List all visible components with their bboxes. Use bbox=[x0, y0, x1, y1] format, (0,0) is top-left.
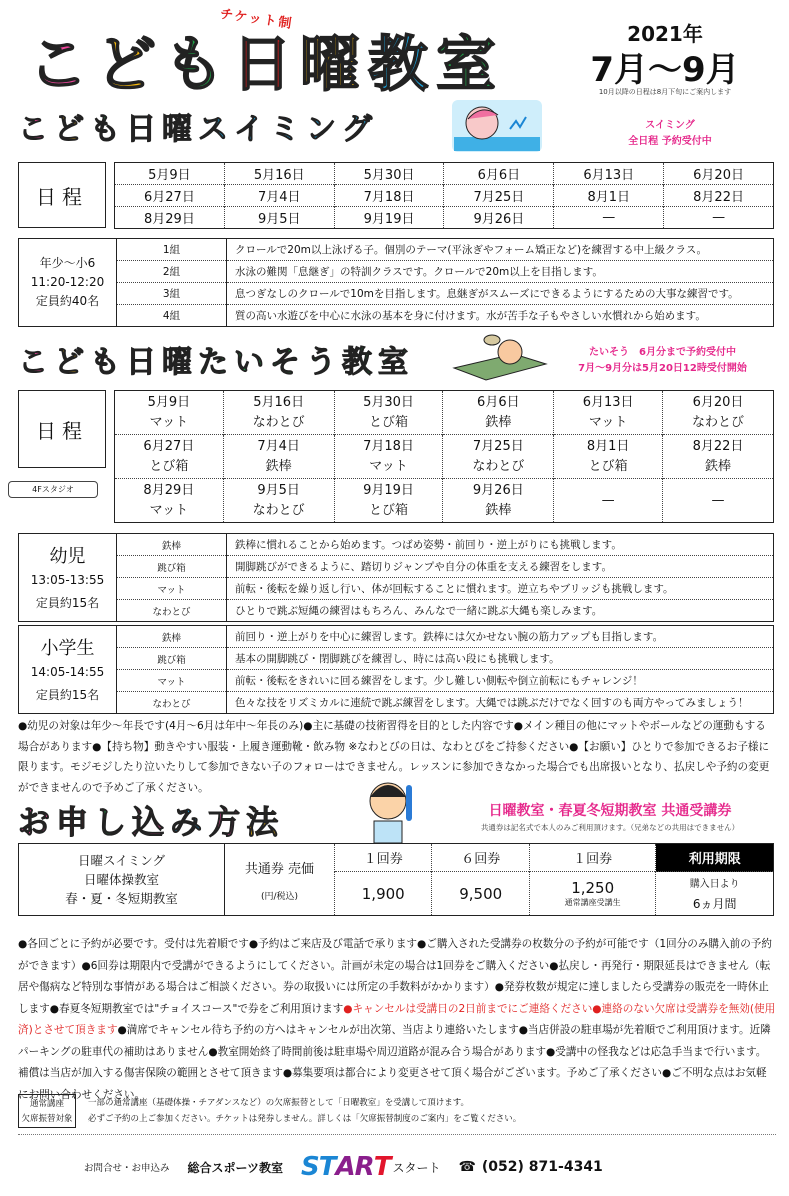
schedule-event: なわとび bbox=[472, 458, 525, 474]
class-description: 鉄棒に慣れることから始めます。つばめ姿勢・前回り・逆上がりにも挑戦します。 bbox=[235, 539, 622, 551]
schedule-row bbox=[115, 163, 774, 185]
gym-schedule-label: 日程 bbox=[18, 390, 106, 468]
class-row bbox=[19, 283, 774, 305]
schedule-date: 8月22日 bbox=[692, 438, 744, 454]
schedule-date: 9月26日 bbox=[444, 207, 554, 229]
class-group: 4組 bbox=[117, 305, 227, 327]
main-title bbox=[28, 30, 498, 100]
class-row bbox=[19, 648, 774, 670]
schedule-cell bbox=[554, 391, 663, 435]
gym-title bbox=[18, 345, 408, 381]
schedule-date: 6月27日 bbox=[143, 438, 195, 454]
schedule-row bbox=[115, 391, 774, 435]
class-group: 1組 bbox=[117, 239, 227, 261]
studio-tag: 4Fスタジオ bbox=[8, 481, 98, 498]
title-char: し bbox=[94, 803, 127, 841]
schedule-cell bbox=[115, 435, 224, 479]
title-char: R bbox=[354, 1152, 374, 1182]
class-row bbox=[19, 261, 774, 283]
schedule-date: 5月16日 bbox=[253, 394, 305, 410]
schedule-event: とび箱 bbox=[588, 458, 628, 474]
schedule-event: 鉄棒 bbox=[704, 458, 731, 474]
title-char: ス bbox=[198, 112, 228, 147]
ticket-price: 9,500 bbox=[432, 872, 529, 916]
class-description: 色々な技をリズミカルに連続で跳ぶ練習をします。大縄では跳ぶだけでなく回すのも両方やってみましょう！ bbox=[227, 692, 774, 714]
schedule-date: 9月5日 bbox=[224, 207, 334, 229]
class-description: 前転・後転を繰り返し行い、体が回転することに慣れます。逆立ちやブリッジも挑戦します。 bbox=[227, 578, 774, 600]
title-char: S bbox=[301, 1152, 319, 1182]
schedule-date: 6月6日 bbox=[444, 163, 554, 185]
schedule-date: 8月29日 bbox=[115, 207, 225, 229]
schedule-date: 8月1日 bbox=[554, 185, 664, 207]
title-char: 日 bbox=[232, 30, 294, 100]
schedule-date: 6月27日 bbox=[115, 185, 225, 207]
swimming-classes-table bbox=[18, 238, 774, 327]
kyotsu-price-label: 共通券 売価 (円/税込) bbox=[244, 861, 315, 902]
schedule-cell bbox=[223, 435, 334, 479]
schedule-date: 5月16日 bbox=[224, 163, 334, 185]
gym-notes: ●幼児の対象は年少～年長です(4月～6月は年中～年長のみ)●主に基礎の技術習得を目的とした内容です●メイン種目の他にマットやボールなどの運動もする場合があります●【持ち物】動きやすい服装・上履き運動靴・飲み物 ※なわとびの日は、なわとびをご持参ください●【お願い】ひとりで参加できるお子様に限ります。モジモジしたり泣いたりして参加できない子のフォローはできません。レッスンに参加できなかった場合でも出席扱いとなり、払戻しや予約の変更ができませんので予めご了承ください。 bbox=[18, 720, 770, 794]
schedule-date: — bbox=[601, 492, 615, 508]
school-name: 総合スポーツ教室 bbox=[187, 1160, 284, 1175]
class-row bbox=[19, 534, 774, 556]
schedule-event: マット bbox=[149, 414, 189, 430]
schedule-date: 5月30日 bbox=[334, 163, 444, 185]
class-description: 息つぎなしのクロールで10mを目指します。息継ぎがスムーズにできるようにするための大事な練習です。 bbox=[227, 283, 774, 305]
title-char: こ bbox=[28, 30, 90, 100]
schedule-cell bbox=[443, 391, 554, 435]
gym-notice: たいそう 6月分まで予約受付中 7月～9月分は5月20日12時受付開始 bbox=[578, 347, 747, 374]
class-item: 跳び箱 bbox=[117, 648, 227, 670]
ticket-price-member: 1,250 通常講座受講生 bbox=[529, 872, 655, 916]
schedule-date: 7月25日 bbox=[444, 185, 554, 207]
phone-icon: ☎ bbox=[458, 1159, 476, 1175]
class-description: 前回り・逆上がりを中心に練習します。鉄棒には欠かせない腕の筋力アップも目指します。 bbox=[235, 631, 664, 643]
title-char: ン bbox=[306, 112, 336, 147]
schedule-date: 7月4日 bbox=[224, 185, 334, 207]
ticket-system-tag: チケット制 bbox=[219, 6, 295, 33]
swimming-schedule-table bbox=[114, 162, 774, 229]
title-char: み bbox=[170, 803, 203, 841]
price-table bbox=[18, 843, 774, 916]
class-item: 鉄棒 bbox=[117, 534, 227, 556]
title-char: 室 bbox=[436, 30, 498, 100]
schedule-date: 5月9日 bbox=[148, 168, 191, 183]
schedule-event: とび箱 bbox=[368, 414, 408, 430]
title-char: 申 bbox=[56, 803, 89, 841]
schedule-cell bbox=[334, 479, 443, 523]
schedule-event: 鉄棒 bbox=[485, 414, 512, 430]
schedule-cell bbox=[662, 391, 773, 435]
infant-info: 幼児 13:05-13:55 定員約15名 bbox=[19, 534, 117, 622]
schedule-date: 6月20日 bbox=[692, 394, 744, 410]
class-row bbox=[19, 670, 774, 692]
schedule-event: なわとび bbox=[252, 502, 305, 518]
title-char: ミ bbox=[270, 112, 300, 147]
class-item: マット bbox=[117, 670, 227, 692]
title-char: 方 bbox=[208, 803, 241, 841]
swimming-notice: スイミング 全日程 予約受付中 bbox=[628, 120, 712, 147]
makeup-label: 通常講座 欠席振替対象 bbox=[18, 1094, 76, 1128]
title-char: ど bbox=[54, 345, 84, 380]
schedule-date: 7月18日 bbox=[363, 438, 414, 454]
schedule-cell bbox=[115, 391, 224, 435]
schedule-row bbox=[115, 479, 774, 523]
schedule-date: — bbox=[554, 207, 664, 229]
apply-notes: ●各回ごとに予約が必要です。受付は先着順です●予約はご来店及び電話で承ります●ご購入された受講券の枚数分の予約が可能です（1回分のみ購入前の予約ができます）●6回券は期限内で受講ができるようにしてください。計画が未定の場合は1回券をご購入ください●払戻し・再発行・期限延長はできません（転居や傷病など特別な事情がある場合はご相談ください。券の取扱いには所定の手数料がかかります）●発券枚数が規定に達しましたら受講券の販売を一時休止します●春夏冬短期教室では"チョイスコース"で券をご利用頂けます●キャンセルは受講日の2日前までにご連絡ください●連絡のない欠席は受講券を無効(使用済)とさせて頂きます●満席でキャンセル待ち予約の方へはキャンセルが出次第、当店より連絡いたします●当店併設の駐車場が先着順でご利用頂けます。近隣パーキングの駐車代の補助はありません●教室開始終了時間前後は駐車場や周辺道路が混み合う場合があります●受講中の怪我などは応急手当まで行います。補償は当店が加入する傷害保険の範囲とさせて頂きます●募集要項は都合により変更させて頂く場合がございます。予めご了承ください●ご不明な点はお気軽にお問い合わせください。 bbox=[18, 938, 776, 1101]
schedule-date: 6月6日 bbox=[477, 394, 520, 410]
ticket-name: ６回券 bbox=[432, 844, 529, 872]
class-description: 基本の開脚跳び・閉脚跳びを練習し、時には高い段にも挑戦します。 bbox=[227, 648, 774, 670]
expiry-label: 利用期限 bbox=[656, 844, 774, 872]
divider bbox=[18, 1134, 776, 1135]
schedule-event: 鉄棒 bbox=[485, 502, 512, 518]
class-row bbox=[19, 626, 774, 648]
class-row bbox=[19, 239, 774, 261]
ticket-note: 共通券は記名式で本人のみご利用頂けます。（兄弟などの共用はできません） bbox=[480, 823, 740, 832]
title-char: ど bbox=[96, 30, 158, 100]
title-char: 曜 bbox=[162, 345, 192, 380]
class-description: 水泳の難関「息継ぎ」の特訓クラスです。クロールで20m以上を目指します。 bbox=[227, 261, 774, 283]
title-char: 法 bbox=[246, 803, 279, 841]
schedule-cell bbox=[554, 435, 663, 479]
title-char: こ bbox=[18, 112, 48, 147]
period: 7月～9月 bbox=[590, 50, 740, 90]
footer bbox=[84, 1152, 603, 1182]
schedule-cell bbox=[334, 391, 443, 435]
class-group: 3組 bbox=[117, 283, 227, 305]
swimming-schedule-label: 日程 bbox=[18, 162, 106, 228]
year: 2021年 bbox=[627, 22, 703, 46]
schedule-cell bbox=[662, 479, 773, 523]
schedule-date: 7月25日 bbox=[472, 438, 524, 454]
title-char: A bbox=[335, 1152, 355, 1182]
schedule-date: 7月18日 bbox=[334, 185, 444, 207]
title-char: T bbox=[318, 1152, 336, 1182]
title-char: 込 bbox=[132, 803, 165, 841]
contact-label: お問合せ・お申込み bbox=[84, 1163, 170, 1174]
ticket-price: 1,900 bbox=[335, 872, 432, 916]
swimming-title bbox=[18, 112, 372, 148]
class-description: クロールで20m以上泳げる子。個別のテーマ(平泳ぎやフォーム矯正など)を練習する中上級クラス。 bbox=[235, 244, 708, 256]
ticket-heading: 日曜教室・春夏冬短期教室 共通受講券 bbox=[488, 803, 732, 819]
class-description: 開脚跳びができるように、踏切りジャンプや自分の体重を支える練習をします。 bbox=[227, 556, 774, 578]
schedule-event: なわとび bbox=[252, 414, 305, 430]
schedule-cell bbox=[223, 391, 334, 435]
schedule-event: マット bbox=[369, 458, 408, 474]
gymnast-illustration bbox=[450, 334, 550, 382]
class-row bbox=[19, 556, 774, 578]
start-logo: S T A R T スタート bbox=[301, 1152, 441, 1182]
schedule-row bbox=[115, 185, 774, 207]
title-char: 教 bbox=[368, 30, 430, 100]
class-item: 跳び箱 bbox=[117, 556, 227, 578]
schedule-event: なわとび bbox=[691, 414, 744, 430]
schedule-cell bbox=[443, 435, 554, 479]
schedule-event: 鉄棒 bbox=[265, 458, 292, 474]
schedule-event: マット bbox=[588, 414, 628, 430]
title-char: そ bbox=[270, 345, 300, 380]
title-char: 室 bbox=[378, 345, 408, 380]
swimming-info: 年少～小6 11:20-12:20 定員約40名 bbox=[19, 239, 117, 327]
class-description: 質の高い水遊びを中心に水泳の基本を身に付けます。水が苦手な子もやさしい水慣れから始めます。 bbox=[227, 305, 774, 327]
header-note: 10月以降の日程は8月下旬にご案内します bbox=[598, 88, 732, 96]
ticket-name: １回券 bbox=[335, 844, 432, 872]
title-char: い bbox=[234, 345, 264, 380]
title-char: お bbox=[18, 803, 51, 841]
title-char: ど bbox=[54, 112, 84, 147]
schedule-date: 8月1日 bbox=[586, 438, 630, 454]
apply-title bbox=[18, 804, 278, 840]
phone-child-illustration bbox=[360, 775, 420, 843]
schedule-event: とび箱 bbox=[149, 458, 189, 474]
schedule-date: 5月9日 bbox=[147, 394, 191, 410]
title-char: も bbox=[164, 30, 226, 100]
title-char: も bbox=[90, 345, 120, 380]
schedule-cell bbox=[554, 479, 663, 523]
schedule-date: 9月19日 bbox=[334, 207, 444, 229]
schedule-date: 6月13日 bbox=[582, 394, 634, 410]
schedule-cell bbox=[334, 435, 443, 479]
infant-classes-table bbox=[18, 533, 774, 622]
class-item: 鉄棒 bbox=[117, 626, 227, 648]
class-group: 2組 bbox=[117, 261, 227, 283]
class-row bbox=[19, 600, 774, 622]
title-char: う bbox=[306, 345, 336, 380]
schedule-date: 8月29日 bbox=[143, 482, 195, 498]
schedule-date: 8月22日 bbox=[664, 185, 774, 207]
schedule-date: 9月5日 bbox=[257, 482, 300, 498]
schedule-date: 6月20日 bbox=[664, 163, 774, 185]
schedule-row bbox=[115, 207, 774, 229]
schedule-date: 7月4日 bbox=[257, 438, 300, 454]
class-item: マット bbox=[117, 578, 227, 600]
expiry-value: 購入日より 6ヵ月間 bbox=[656, 872, 774, 916]
schedule-date: 6月13日 bbox=[554, 163, 664, 185]
schedule-cell bbox=[443, 479, 554, 523]
elementary-info: 小学生 14:05-14:55 定員約15名 bbox=[19, 626, 117, 714]
class-row bbox=[19, 305, 774, 327]
schedule-cell bbox=[223, 479, 334, 523]
schedule-date: — bbox=[664, 207, 774, 229]
ticket-name: １回券 bbox=[529, 844, 655, 872]
title-char: も bbox=[90, 112, 120, 147]
class-description: ひとりで跳ぶ短縄の練習はもちろん、みんなで一緒に跳ぶ大縄も楽しみます。 bbox=[227, 600, 774, 622]
title-char: 教 bbox=[342, 345, 372, 380]
schedule-date: 9月19日 bbox=[363, 482, 414, 498]
title-char: 日 bbox=[126, 112, 156, 147]
schedule-event: とび箱 bbox=[368, 502, 408, 518]
class-description: 前転・後転をきれいに回る練習をします。少し難しい側転や倒立前転にもチャレンジ！ bbox=[227, 670, 774, 692]
start-logo-letters bbox=[301, 1152, 390, 1182]
schedule-row bbox=[115, 435, 774, 479]
makeup-description: 一部の通常講座（基礎体操・チアダンスなど）の欠席振替として「日曜教室」を受講して頂けます。 必ずご予約の上ご参加ください。チケットは発券しません。詳しくは「欠席振替制度のご案内」をご覧ください。 bbox=[88, 1098, 522, 1124]
swimmer-illustration bbox=[452, 100, 542, 152]
schedule-event: マット bbox=[149, 502, 189, 518]
title-char: た bbox=[198, 345, 228, 380]
title-char: グ bbox=[342, 112, 372, 147]
title-char: こ bbox=[18, 345, 48, 380]
elementary-classes-table bbox=[18, 625, 774, 714]
title-char: T bbox=[373, 1152, 391, 1182]
schedule-date: 9月26日 bbox=[472, 482, 524, 498]
class-item: なわとび bbox=[117, 600, 227, 622]
gym-schedule-table bbox=[114, 390, 774, 523]
schedule-date: — bbox=[711, 492, 725, 508]
schedule-cell bbox=[115, 479, 224, 523]
title-char: 曜 bbox=[300, 30, 362, 100]
schedule-cell bbox=[662, 435, 773, 479]
title-char: 日 bbox=[126, 345, 156, 380]
class-row bbox=[19, 692, 774, 714]
course-list: 日曜スイミング 日曜体操教室 春・夏・冬短期教室 bbox=[19, 844, 225, 916]
phone-number: ☎ (052) 871-4341 bbox=[458, 1159, 603, 1175]
class-row bbox=[19, 578, 774, 600]
title-char: 曜 bbox=[162, 112, 192, 147]
class-item: なわとび bbox=[117, 692, 227, 714]
title-char: イ bbox=[234, 112, 264, 147]
schedule-date: 5月30日 bbox=[363, 394, 414, 410]
